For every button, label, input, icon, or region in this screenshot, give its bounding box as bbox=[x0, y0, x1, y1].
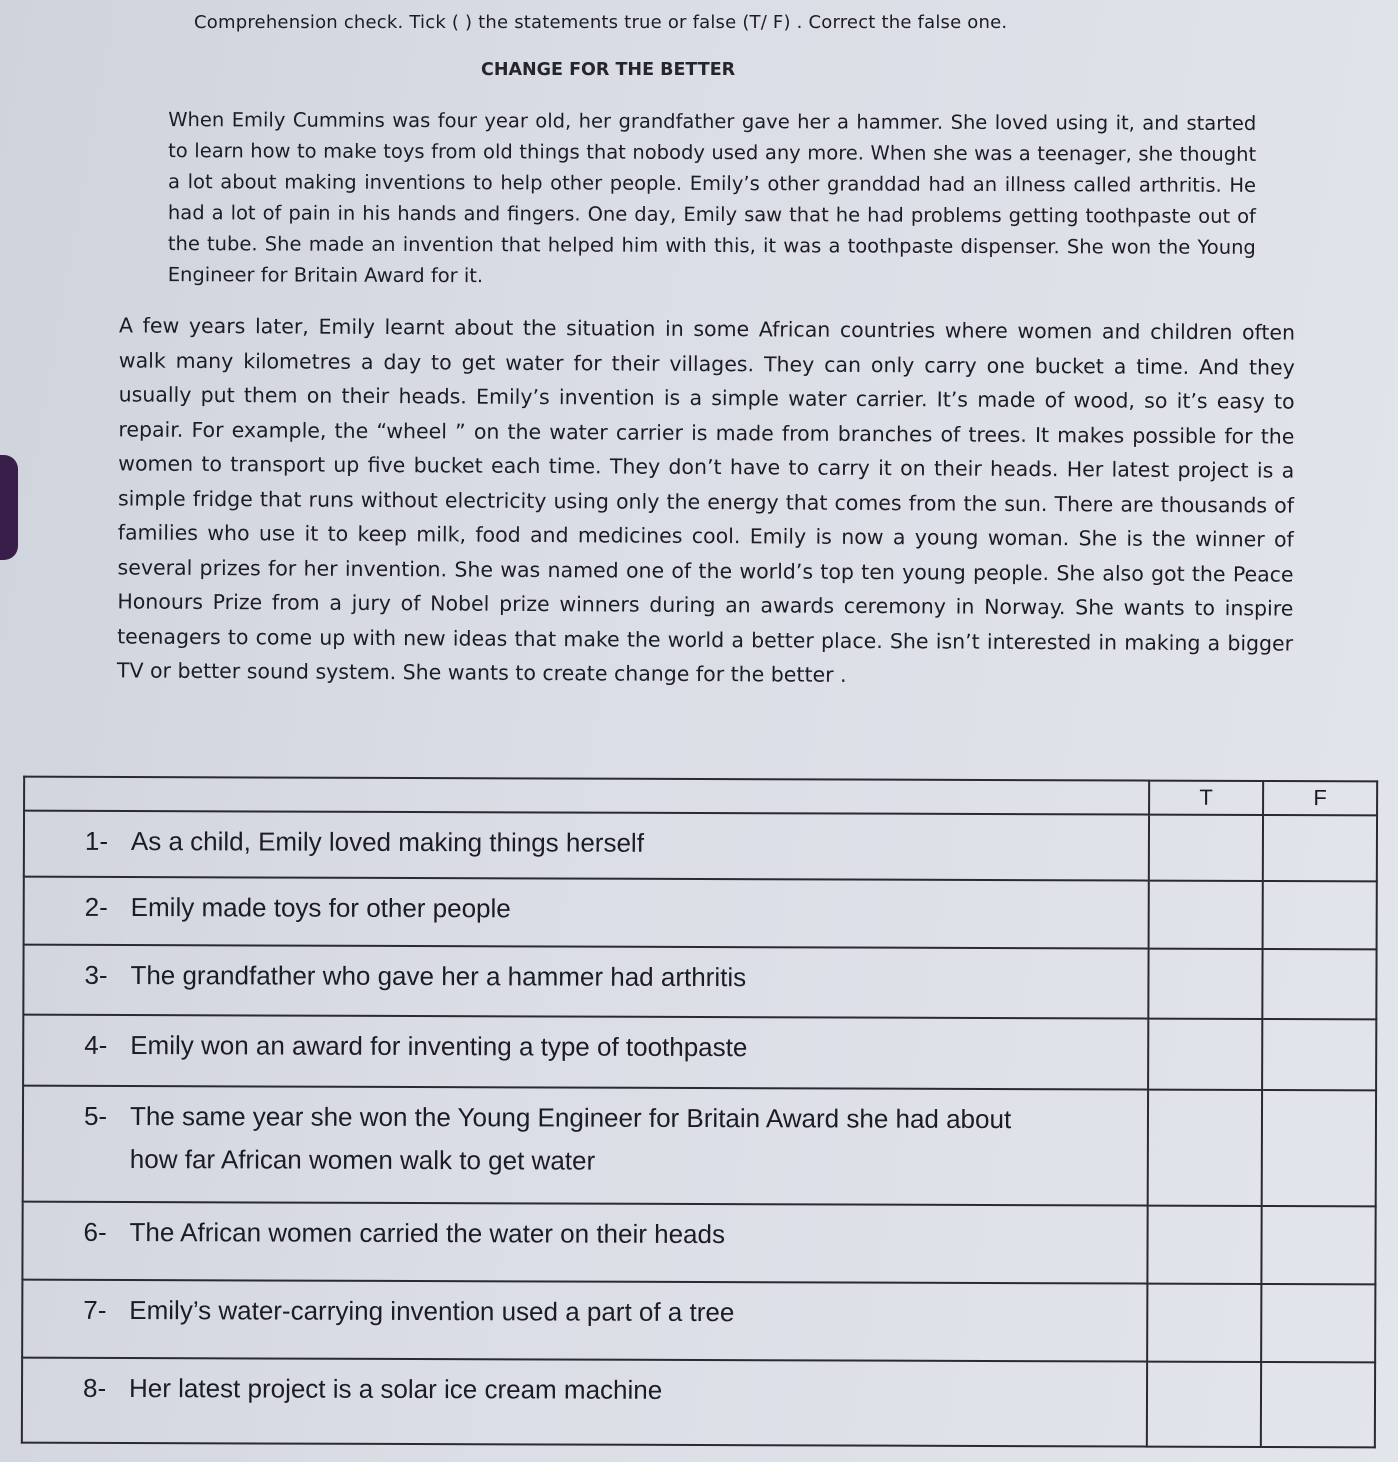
header-false: F bbox=[1263, 781, 1377, 815]
false-checkbox-cell[interactable] bbox=[1262, 949, 1376, 1019]
statement-cell bbox=[22, 1202, 1147, 1284]
statement-number: 2- bbox=[84, 891, 108, 922]
statement-text: The African women carried the water on their heads bbox=[129, 1217, 726, 1250]
statement-cell bbox=[24, 877, 1149, 949]
statement-cell bbox=[23, 1015, 1148, 1090]
table-row bbox=[24, 877, 1377, 950]
true-checkbox-cell[interactable] bbox=[1149, 881, 1263, 949]
statement-cell bbox=[22, 1358, 1147, 1447]
table-row bbox=[22, 1358, 1375, 1448]
statement-text: Emily won an award for inventing a type of toothpaste bbox=[130, 1030, 748, 1063]
passage-title: CHANGE FOR THE BETTER bbox=[481, 60, 736, 80]
table-row bbox=[22, 1280, 1375, 1363]
true-checkbox-cell[interactable] bbox=[1148, 1090, 1262, 1206]
false-checkbox-cell[interactable] bbox=[1262, 1090, 1376, 1206]
header-blank bbox=[24, 777, 1149, 815]
table-header-row bbox=[24, 777, 1377, 816]
table-row bbox=[24, 811, 1377, 882]
statement-text: Emily made toys for other people bbox=[130, 892, 511, 924]
statement-text-continued: how far African women walk to get water bbox=[129, 1144, 596, 1176]
false-checkbox-cell[interactable] bbox=[1263, 881, 1377, 949]
true-checkbox-cell[interactable] bbox=[1147, 1284, 1261, 1362]
true-checkbox-cell[interactable] bbox=[1147, 1362, 1261, 1447]
false-checkbox-cell[interactable] bbox=[1261, 1284, 1375, 1362]
true-checkbox-cell[interactable] bbox=[1149, 815, 1263, 881]
table-row bbox=[22, 1202, 1375, 1285]
statement-cell bbox=[22, 1280, 1147, 1362]
statement-text: As a child, Emily loved making things herself bbox=[130, 826, 645, 858]
true-checkbox-cell[interactable] bbox=[1147, 1206, 1261, 1284]
statement-number: 6- bbox=[83, 1216, 107, 1247]
statement-cell bbox=[24, 811, 1149, 881]
statement-text: The same year she won the Young Engineer for Britain Award she had about bbox=[129, 1101, 1012, 1135]
instruction-text: Comprehension check. Tick ( ) the statements true or false (T/ F) . Correct the false one. bbox=[194, 12, 1008, 33]
false-checkbox-cell[interactable] bbox=[1261, 1362, 1375, 1447]
statement-number: 7- bbox=[83, 1294, 107, 1325]
true-checkbox-cell[interactable] bbox=[1148, 949, 1262, 1019]
statement-number: 8- bbox=[82, 1372, 107, 1403]
passage-paragraph-1: When Emily Cummins was four year old, her grandfather gave her a hammer. She loved using it, and started to learn how to make toys from old things that nobody used any more. When she was a teenager, she thought a lot about making inventions to help other people. Emily’s other granddad had an illness called arthritis. He had a lot of pain in his hands and fingers. One day, Emily saw that he had problems getting toothpaste out of the tube. She made an invention that helped him with this, it was a toothpaste dispenser. She won the Young Engineer for Britain Award for it. bbox=[167, 108, 1257, 288]
statement-cell bbox=[23, 1086, 1148, 1206]
statement-text: Her latest project is a solar ice cream machine bbox=[128, 1373, 663, 1405]
statement-cell bbox=[23, 945, 1148, 1019]
statement-text: Emily’s water-carrying invention used a part of a tree bbox=[129, 1295, 735, 1328]
statement-number: 4- bbox=[84, 1029, 108, 1060]
statement-number: 5- bbox=[83, 1100, 108, 1131]
false-checkbox-cell[interactable] bbox=[1262, 1019, 1376, 1090]
true-false-table bbox=[21, 776, 1378, 1449]
statement-number: 3- bbox=[84, 959, 108, 990]
table-row bbox=[23, 1086, 1376, 1207]
table-row bbox=[23, 945, 1376, 1020]
passage-paragraph-2: A few years later, Emily learnt about the situation in some African countries where women and children often walk many kilometres a day to get water for their villages. They can only carry one bucket a time. And they usually put them on their heads. Emily’s invention is a simple water carrier. It’s made of wood, so it’s easy to repair. For example, the “wheel ” on the water carrier is made from branches of trees. It makes possible for the women to transport up five bucket each time. They don’t have to carry it on their heads. Her latest project is a simple fridge that runs without electricity using only the energy that comes from the sun. There are thousands of families who use it to keep milk, food and medicines cool. Emily is now a young woman. She is the winner of several prizes for her invention. She was named one of the world’s top ten young people. She also got the Peace Honours Prize from a jury of Nobel prize winners during an awards ceremony in Norway. She wants to inspire teenagers to come up with new ideas that make the world a better place. She isn’t interested in making a bigger TV or better sound system. She wants to create change for the better . bbox=[116, 313, 1296, 687]
statement-number: 1- bbox=[84, 825, 109, 856]
false-checkbox-cell[interactable] bbox=[1261, 1206, 1375, 1284]
header-true: T bbox=[1149, 781, 1263, 815]
background-object bbox=[0, 455, 18, 560]
statement-text: The grandfather who gave her a hammer had arthritis bbox=[130, 960, 747, 993]
table-row bbox=[23, 1015, 1376, 1091]
false-checkbox-cell[interactable] bbox=[1263, 815, 1377, 881]
true-checkbox-cell[interactable] bbox=[1148, 1019, 1262, 1090]
